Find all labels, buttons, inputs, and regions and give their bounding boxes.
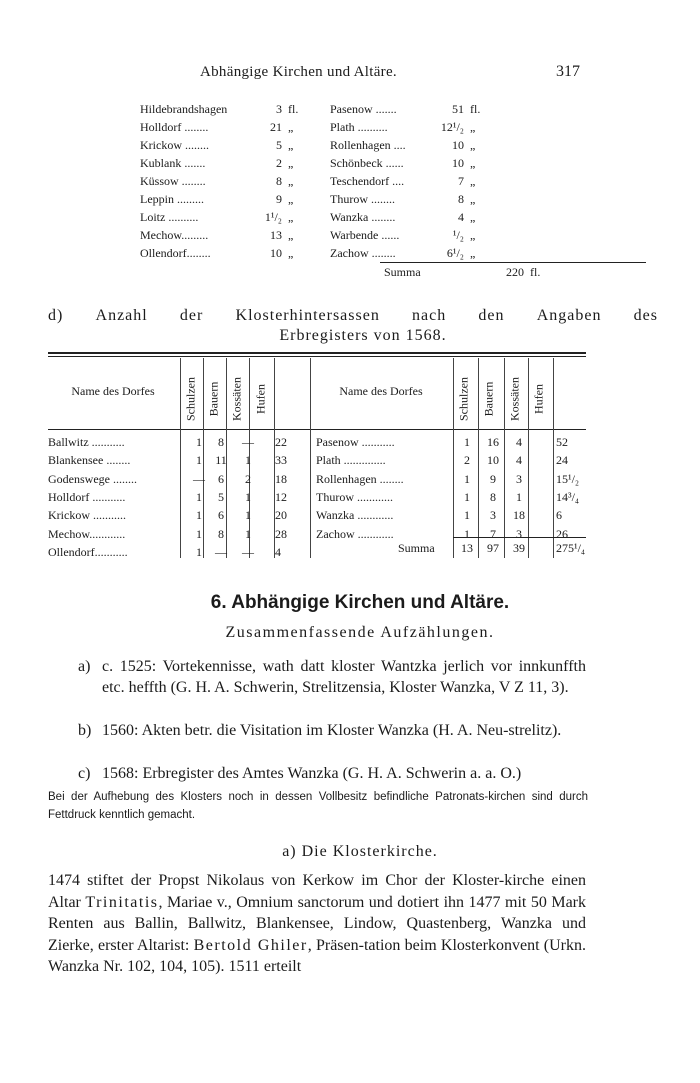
village-amount-table [140, 100, 541, 290]
census-hufen: 28 [275, 526, 287, 541]
amount-unit: „ [288, 120, 294, 134]
census-row [48, 433, 586, 451]
census-hufen: 15¹/₂ [556, 471, 580, 486]
census-kossaeten: 2 [245, 471, 251, 486]
paragraph-part-1: 1474 stiftet der Propst Nikolaus von Kerkow im Chor der Kloster-kirche einen Altar [48, 872, 586, 911]
village-amount-row [330, 118, 500, 136]
source-item [78, 656, 586, 698]
village-amount-row [330, 154, 500, 172]
paragraph-ghiler: Bertold Ghiler [193, 936, 308, 954]
census-bauern: 11 [215, 453, 227, 468]
census-kossaeten: 1 [245, 489, 251, 504]
village-name: Godenswege ........ [48, 471, 137, 486]
census-row [48, 488, 586, 506]
village-amount-row [330, 136, 500, 154]
village-name: Plath .......... [330, 120, 388, 134]
heading-word: nach [412, 307, 447, 324]
census-bauern: 8 [218, 526, 224, 541]
census-summa-bauern: 97 [487, 541, 499, 555]
heading-word: Anzahl [95, 307, 148, 324]
header-column [528, 364, 550, 434]
source-label: a) [78, 658, 91, 675]
amount-value: 13 [270, 228, 282, 242]
census-bauern: 10 [487, 453, 499, 468]
village-amount-row [140, 244, 310, 262]
heading-word: Klosterhintersassen [235, 307, 380, 324]
amount-unit: fl. [288, 102, 299, 116]
census-bauern: 8 [218, 435, 224, 449]
amount-value: 7 [458, 174, 464, 188]
census-row [48, 525, 586, 543]
header-column-label: Hufen [253, 384, 268, 414]
census-hufen: 33 [275, 453, 287, 468]
paragraph-part-2: , Mariae v., Omnium sanctorum und dotiert ihn 1477 mit 50 Mark Renten aus Ballin, Ballwitz, Blankensee, Lindow, Quastenberg, Wanzka und Zierke, erster Altarist: [48, 893, 587, 954]
census-bauern: 16 [487, 435, 499, 449]
amount-value: 21 [270, 120, 282, 134]
census-hufen: 14³/₄ [556, 489, 580, 504]
village-amount-row [330, 190, 500, 208]
amount-unit: „ [288, 138, 294, 152]
source-text: 1568: Erbregister des Amtes Wanzka (G. H. A. Schwerin a. a. O.) [102, 765, 522, 782]
amount-unit: „ [288, 210, 294, 224]
running-title: Abhängige Kirchen und Altäre. [200, 64, 397, 80]
note-text: Bei der Aufhebung des Klosters noch in dessen Vollbesitz befindliche Patronats-kirchen sind durch Fettdruck kenntlich gemacht. [48, 791, 588, 821]
section-d-heading [48, 306, 658, 346]
amount-value: 10 [452, 138, 464, 152]
amount-value: 2 [276, 156, 282, 170]
census-schulzen: 1 [464, 489, 470, 504]
village-name: Zachow ........ [330, 246, 396, 260]
village-name: Kublank ....... [140, 156, 206, 170]
village-amount-row [140, 226, 310, 244]
section-title: 6. Abhängige Kirchen und Altäre. [210, 592, 510, 613]
village-amount-row [140, 208, 310, 226]
census-bauern: 6 [218, 471, 224, 486]
village-amount-row [330, 226, 500, 244]
amount-value: 8 [276, 174, 282, 188]
village-amount-row [140, 172, 310, 190]
village-name: Mechow......... [140, 228, 209, 242]
village-name: Krickow ........... [48, 508, 126, 523]
header-column [226, 364, 248, 434]
census-kossaeten: — [242, 544, 254, 559]
census-hufen: 24 [556, 453, 568, 468]
village-name: Ollendorf........... [48, 544, 128, 559]
amount-value: 12¹/₂ [440, 120, 464, 134]
census-kossaeten: 4 [516, 435, 522, 449]
village-amount-row [330, 244, 500, 262]
summa-row [384, 263, 644, 281]
amount-unit: „ [288, 156, 294, 170]
census-summa-label: Summa [398, 541, 435, 555]
census-kossaeten: 4 [516, 453, 522, 468]
source-item [78, 720, 586, 741]
census-schulzen: 1 [196, 508, 202, 523]
header-column [250, 364, 272, 434]
census-hufen: 26 [556, 526, 568, 541]
village-name: Loitz .......... [140, 210, 199, 224]
census-kossaeten: 1 [245, 453, 251, 468]
village-amount-row [140, 190, 310, 208]
amount-value: 10 [270, 246, 282, 260]
village-name: Holldorf ........... [48, 489, 126, 504]
header-column-label: Kossäten [507, 377, 522, 421]
source-text: c. 1525: Vortekennisse, wath datt kloster Wantzka jerlich vor innkunffth etc. heffth (G. H. A. Schwerin, Strelitzensia, Kloster Wanzka, V Z 11, 3). [102, 658, 586, 696]
village-name: Holldorf ........ [140, 120, 209, 134]
census-hufen: 20 [275, 508, 287, 523]
heading-word: der [179, 307, 204, 324]
village-name: Wanzka ............ [316, 508, 394, 523]
village-name: Leppin ......... [140, 192, 204, 206]
amount-value: ¹/₂ [452, 228, 464, 242]
village-name: Ballwitz ........... [48, 435, 125, 449]
amount-value: 1¹/₂ [264, 210, 282, 224]
header-column [504, 364, 526, 434]
running-header [0, 0, 700, 90]
census-kossaeten: 1 [516, 489, 522, 504]
amount-unit: „ [470, 156, 476, 170]
census-kossaeten: 3 [516, 526, 522, 541]
section-subtitle: Zusammenfassende Aufzählungen. [225, 624, 495, 641]
census-schulzen: 1 [464, 508, 470, 523]
village-name: Rollenhagen ........ [316, 471, 404, 486]
census-hufen: 4 [275, 544, 281, 559]
census-summa-schulzen: 13 [461, 541, 473, 555]
source-label: b) [78, 722, 92, 739]
header-column-label: Bauern [481, 381, 496, 417]
heading-word: Angaben [536, 307, 602, 324]
village-name: Pasenow ....... [330, 102, 397, 116]
paragraph-part-3: , Präsen-tation beim Klosterkonvent (Urkn. Wanzka Nr. 102, 104, 105). 1511 erteilt [48, 936, 586, 976]
village-amount-row [330, 100, 500, 118]
amount-value: 3 [276, 102, 282, 116]
census-hufen: 52 [556, 435, 568, 449]
census-kossaeten: 3 [516, 471, 522, 486]
census-kossaeten: — [242, 435, 254, 449]
census-kossaeten: 18 [513, 508, 525, 523]
subsection-title: a) Die Klosterkirche. [282, 843, 438, 860]
header-column-label: Bauern [206, 381, 221, 417]
census-schulzen: 1 [196, 489, 202, 504]
header-column-label: Kossäten [229, 377, 244, 421]
village-name: Thurow ........ [330, 192, 395, 206]
header-column [180, 364, 202, 434]
census-schulzen: 1 [196, 453, 202, 468]
census-bauern: 3 [490, 508, 496, 523]
census-hufen: 22 [275, 435, 287, 449]
amount-unit: fl. [470, 102, 481, 116]
census-schulzen: 1 [464, 435, 470, 449]
village-name: Küssow ........ [140, 174, 206, 188]
village-amount-row [330, 208, 500, 226]
amount-value: 6¹/₂ [446, 246, 464, 260]
village-amount-row [140, 118, 310, 136]
source-text: 1560: Akten betr. die Visitation im Kloster Wanzka (H. A. Neu-strelitz). [102, 722, 562, 739]
census-bauern: 8 [490, 489, 496, 504]
summa-unit: fl. [530, 265, 541, 279]
village-name: Ollendorf........ [140, 246, 211, 260]
summa-box-rule [453, 537, 586, 538]
village-name: Thurow ............ [316, 489, 393, 504]
amount-unit: „ [470, 174, 476, 188]
census-bauern: 5 [218, 489, 224, 504]
amount-value: 5 [276, 138, 282, 152]
village-amount-row [330, 172, 500, 190]
village-name: Rollenhagen .... [330, 138, 406, 152]
village-name: Plath .............. [316, 453, 386, 468]
amount-value: 4 [458, 210, 464, 224]
village-name: Hildebrandshagen [140, 102, 228, 116]
census-row [48, 451, 586, 469]
census-summa-kossaeten: 39 [513, 541, 525, 555]
amount-unit: „ [288, 246, 294, 260]
census-row [48, 543, 586, 561]
census-kossaeten: 1 [245, 508, 251, 523]
village-name: Mechow............ [48, 526, 126, 541]
source-item [78, 763, 586, 784]
section-d-line2: Erbregisters von 1568. [279, 327, 447, 344]
amount-unit: „ [288, 192, 294, 206]
census-schulzen: 2 [464, 453, 470, 468]
village-name: Pasenow ........... [316, 435, 395, 449]
header-column-label: Schulzen [456, 377, 471, 421]
census-row [48, 470, 586, 488]
census-schulzen: 1 [464, 471, 470, 486]
census-schulzen: 1 [464, 526, 470, 541]
amount-unit: „ [470, 228, 476, 242]
page-number: 317 [556, 63, 580, 80]
summa-label: Summa [384, 265, 421, 279]
census-hufen: 18 [275, 471, 287, 486]
amount-unit: „ [470, 120, 476, 134]
census-schulzen: 1 [196, 435, 202, 449]
census-bauern: 9 [490, 471, 496, 486]
census-schulzen: 1 [196, 544, 202, 559]
header-name-right: Name des Dorfes [339, 384, 423, 398]
header-column [453, 364, 475, 434]
village-amount-row [140, 136, 310, 154]
amount-unit: „ [470, 192, 476, 206]
header-column-label: Hufen [531, 384, 546, 414]
amount-unit: „ [470, 246, 476, 260]
section-d-line1 [48, 306, 658, 326]
amount-value: 10 [452, 156, 464, 170]
header-column [203, 364, 225, 434]
census-bauern: 7 [490, 526, 496, 541]
amount-unit: „ [470, 138, 476, 152]
table-top-rule-thin [48, 356, 586, 357]
amount-value: 8 [458, 192, 464, 206]
village-amount-row [140, 154, 310, 172]
amount-value: 9 [276, 192, 282, 206]
village-name: Zachow ............ [316, 526, 394, 541]
table-top-rule [48, 352, 586, 354]
village-name: Blankensee ........ [48, 453, 131, 468]
census-table [48, 352, 586, 562]
village-name: Wanzka ........ [330, 210, 396, 224]
village-name: Krickow ........ [140, 138, 209, 152]
census-schulzen: — [193, 471, 205, 486]
amount-value: 51 [452, 102, 464, 116]
census-row [48, 506, 586, 524]
source-label: c) [78, 765, 91, 782]
census-hufen: 12 [275, 489, 287, 504]
header-column [478, 364, 500, 434]
body-paragraph [48, 870, 586, 978]
census-hufen: 6 [556, 508, 562, 523]
heading-word: d) [48, 307, 64, 324]
village-name: Warbende ...... [330, 228, 400, 242]
summa-value: 220 [506, 265, 524, 279]
header-name-left: Name des Dorfes [71, 384, 155, 398]
census-kossaeten: 1 [245, 526, 251, 541]
village-amount-row [140, 100, 310, 118]
amount-unit: „ [470, 210, 476, 224]
heading-word: des [633, 307, 658, 324]
village-name: Teschendorf .... [330, 174, 405, 188]
amount-unit: „ [288, 228, 294, 242]
census-schulzen: 1 [196, 526, 202, 541]
village-name: Schönbeck ...... [330, 156, 404, 170]
census-bauern: 6 [218, 508, 224, 523]
paragraph-trinitatis: Trinitatis [85, 893, 159, 911]
census-bauern: — [215, 544, 227, 559]
heading-word: den [478, 307, 505, 324]
header-column-label: Schulzen [183, 377, 198, 421]
amount-unit: „ [288, 174, 294, 188]
census-summa-hufen: 275¹/₄ [556, 541, 586, 555]
